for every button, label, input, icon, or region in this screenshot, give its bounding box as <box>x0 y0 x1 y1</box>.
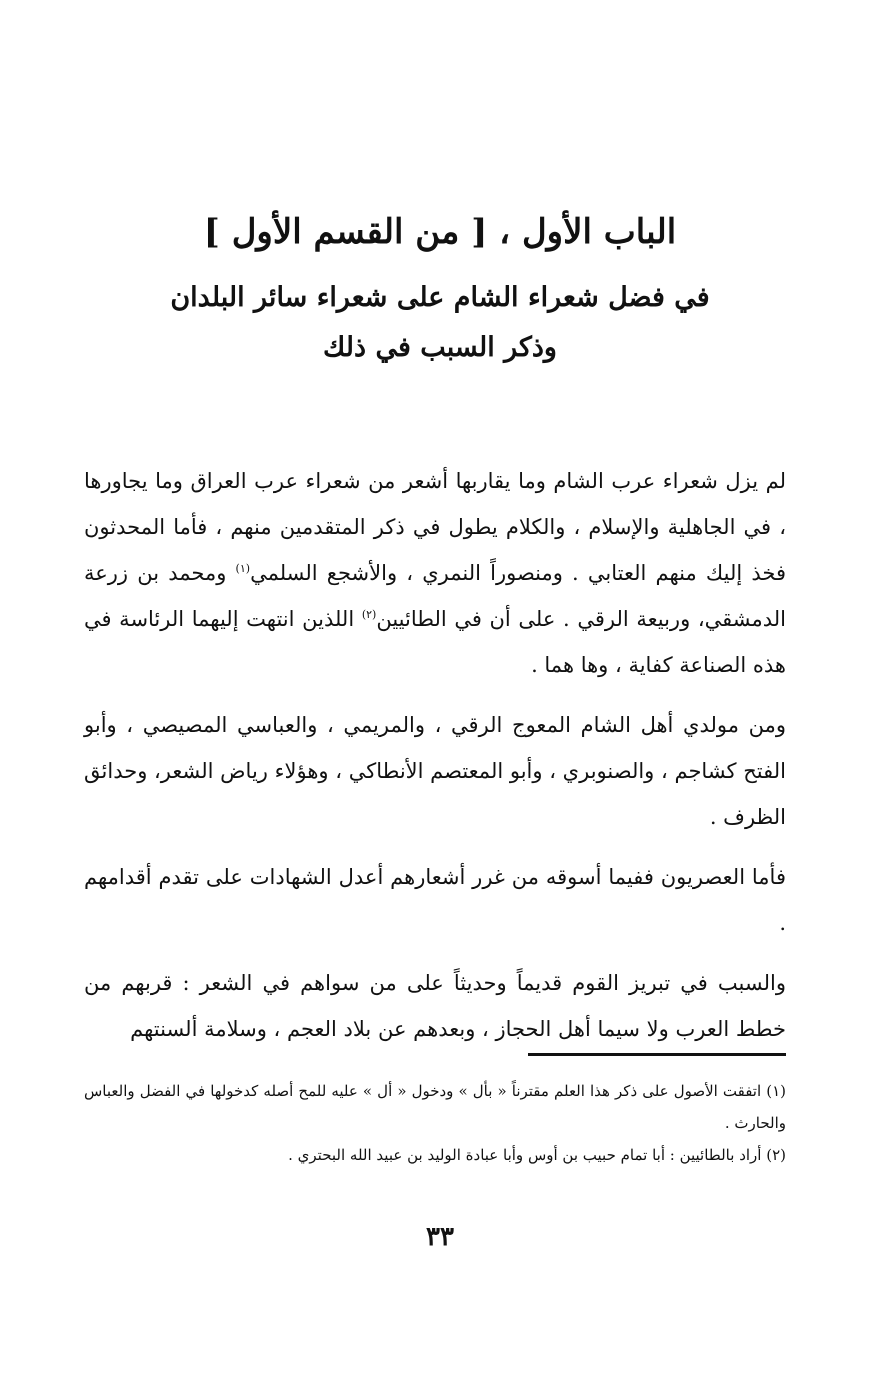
paragraph-1-part-c: اللذين انتهت إليهما الرئاسة في هذه الصناعة كفاية ، وها هما . <box>84 607 786 677</box>
footnote-divider <box>528 1053 786 1056</box>
paragraph-2: ومن مولدي أهل الشام المعوج الرقي ، والمريمي ، والعباسي المصيصي ، وأبو الفتح كشاجم ، والصنوبري ، وأبو المعتصم الأنطاكي ، وهؤلاء رياض الشعر، وحدائق الظرف . <box>84 713 786 829</box>
footnotes <box>84 1075 786 1171</box>
chapter-subtitle-continued: وذكر السبب في ذلك <box>323 332 557 363</box>
paragraph-1-part-b: ومحمد بن زرعة الدمشقي، وربيعة الرقي . على أن في الطائيين <box>84 561 786 631</box>
paragraph-3: فأما العصريون ففيما أسوقه من غرر أشعارهم أعدل الشهادات على تقدم أقدامهم . <box>84 865 786 935</box>
footnote-ref-2: (٢) <box>361 608 377 621</box>
paragraph-1-part-a: لم يزل شعراء عرب الشام وما يقاربها أشعر من شعراء عرب العراق وما يجاورها ، في الجاهلية والإسلام ، والكلام يطول في ذكر المتقدمين منهم ، فأما المحدثون فخذ إليك منهم العتابي . ومنصوراً النمري ، والأشجع السلمي <box>84 469 786 585</box>
chapter-subtitle: في فضل شعراء الشام على شعراء سائر البلدان <box>170 282 710 313</box>
page-number: ٣٣ <box>426 1222 454 1252</box>
paragraph-4: والسبب في تبريز القوم قديماً وحديثاً على من سواهم في الشعر : قربهم من خطط العرب ولا سيما أهل الحجاز ، وبعدهم عن بلاد العجم ، وسلامة ألسنتهم <box>84 971 786 1041</box>
paragraph-1 <box>84 458 786 688</box>
footnote-2: (٢) أراد بالطائيين : أبا تمام حبيب بن أوس وأبا عبادة الوليد بن عبيد الله البحتري . <box>288 1146 786 1164</box>
footnote-1: (١) اتفقت الأصول على ذكر هذا العلم مقترناً « بأل » ودخول « أل » عليه للمح أصله كدخولها في الفضل والعباس والحارث . <box>84 1082 786 1132</box>
footnote-ref-1: (١) <box>235 562 251 575</box>
body-text <box>84 458 786 1066</box>
chapter-title: الباب الأول ، [ من القسم الأول ] <box>203 212 677 252</box>
